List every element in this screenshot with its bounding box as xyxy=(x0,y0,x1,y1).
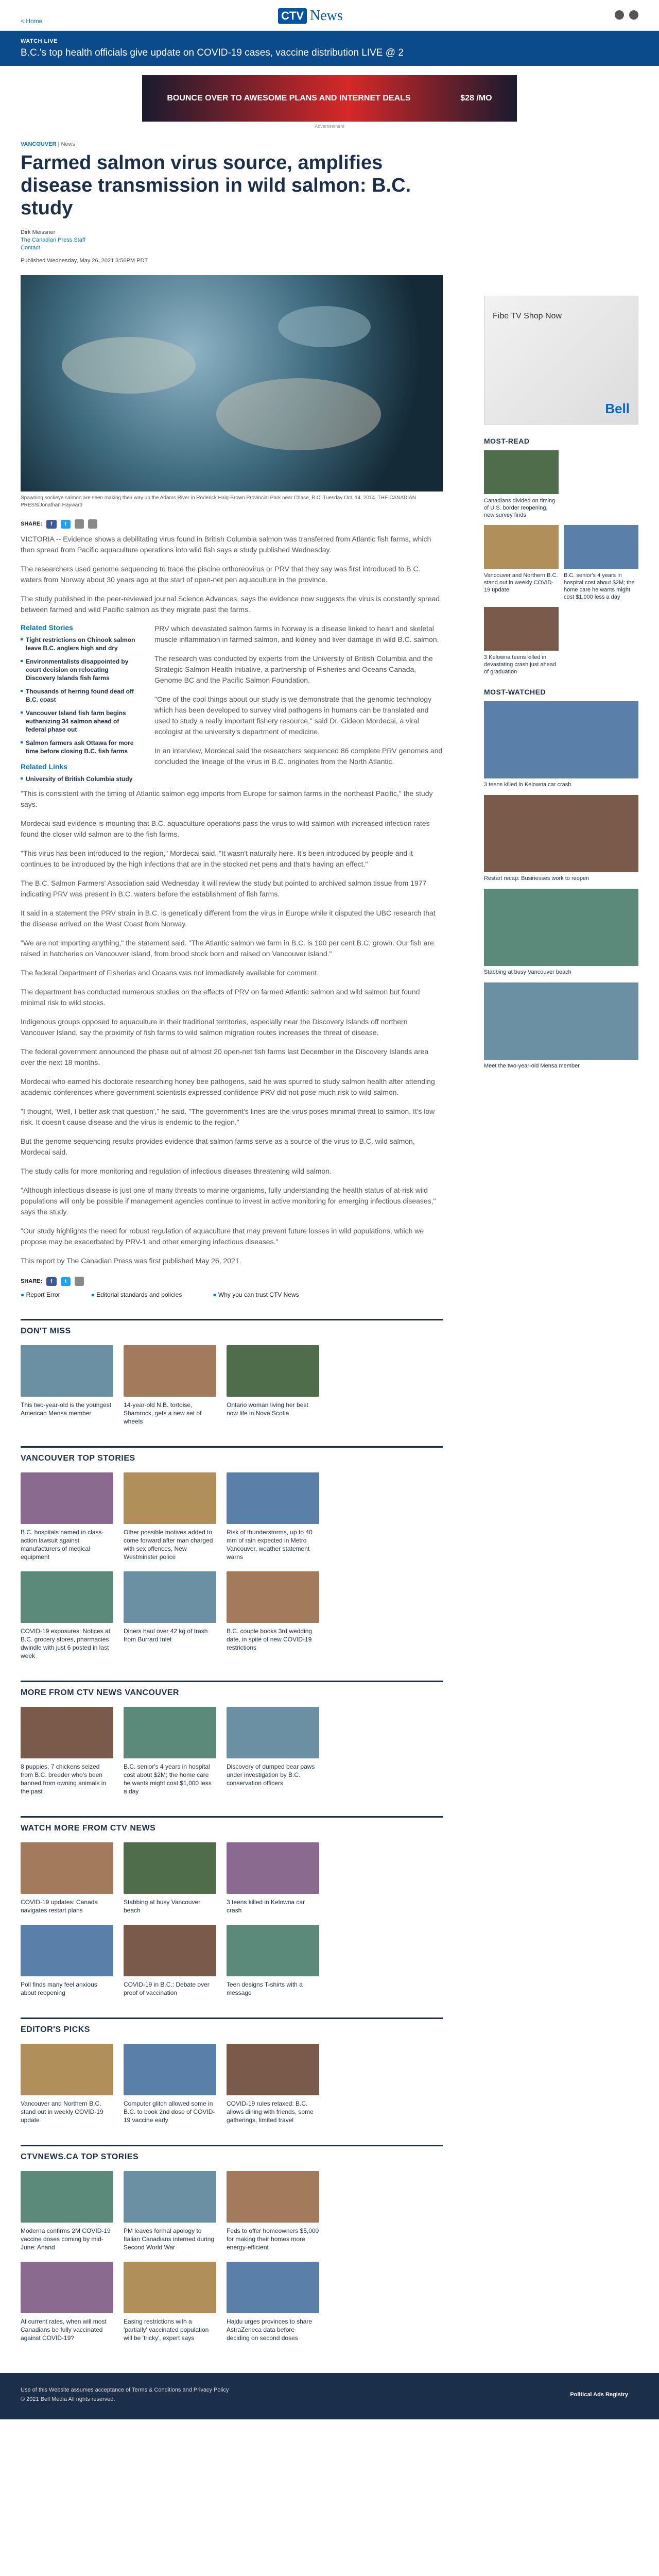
story-card[interactable] xyxy=(227,2044,319,2124)
story-headline[interactable]: This two-year-old is the youngest American Mensa member xyxy=(21,1401,112,1417)
image-caption: Spawning sockeye salmon are seen making their way up the Adams River in Roderick Haig-Brown Provincial Park near Chase, B.C. Tuesday Oct. 14, 2014. THE CANADIAN PRESS/Jonathan Hayward xyxy=(21,495,416,508)
story-headline[interactable]: COVID-19 in B.C.: Debate over proof of vaccination xyxy=(124,1981,210,1996)
story-card[interactable] xyxy=(227,1842,319,1914)
article-paragraph: In an interview, Mordecai said the researchers sequenced 86 complete PRV genomes and concluded the lineage of the virus in B.C. originates from the North Atlantic. xyxy=(154,747,443,766)
footer-copyright: © 2021 Bell Media All rights reserved. xyxy=(21,2396,115,2402)
story-thumbnail[interactable] xyxy=(21,1345,113,1397)
report-link[interactable]: ● Editorial standards and policies xyxy=(91,1291,182,1298)
article-paragraph: "This virus has been introduced to the region," Mordecai said. "It wasn't naturally here. It's been introduced by people and it continues to be introduced by the high infections that are in the stocked net pens and that's having an effect." xyxy=(21,849,413,868)
story-card[interactable] xyxy=(227,2171,319,2251)
crumb-page[interactable]: News xyxy=(61,141,75,147)
story-thumbnail[interactable] xyxy=(124,1707,216,1758)
author: Dirk Meissner xyxy=(21,229,56,235)
story-section xyxy=(21,2018,443,2124)
story-thumbnail[interactable] xyxy=(227,2262,319,2313)
story-grid xyxy=(21,2044,443,2124)
top-ad-price: $28 /MO xyxy=(460,94,492,103)
story-card[interactable] xyxy=(124,1571,216,1660)
most-read-title: MOST-READ xyxy=(484,437,530,445)
story-thumbnail[interactable] xyxy=(227,1842,319,1894)
email-share-icon[interactable] xyxy=(75,1277,84,1286)
section-title: MORE FROM CTV NEWS VANCOUVER xyxy=(21,1681,443,1698)
home-link[interactable]: < Home xyxy=(21,18,43,25)
story-headline[interactable]: 8 puppies, 7 chickens seized from B.C. breeder who's been banned from owning animals in the past xyxy=(21,1763,107,1795)
grid-spacer xyxy=(330,2044,422,2124)
most-read-thumbnail[interactable] xyxy=(484,450,559,494)
story-thumbnail[interactable] xyxy=(21,1842,113,1894)
story-headline[interactable]: Discovery of dumped bear paws under investigation by B.C. conservation officers xyxy=(227,1763,315,1787)
most-read-grid xyxy=(484,450,638,675)
ad-label: Advertisement xyxy=(315,124,344,129)
article-paragraph: The research was conducted by experts from the University of British Columbia and the Strategic Salmon Health Initiative, a partnership of Fisheries and Oceans Canada, Genome BC and the Pacific Salmon Foundation. xyxy=(154,654,433,684)
section-title: CTVNEWS.CA TOP STORIES xyxy=(21,2145,443,2162)
section-title: VANCOUVER TOP STORIES xyxy=(21,1446,443,1463)
section-title: WATCH MORE FROM CTV NEWS xyxy=(21,1816,443,1833)
story-sections xyxy=(21,1319,443,2342)
grid-spacer xyxy=(330,1925,422,1997)
most-watched-title: MOST-WATCHED xyxy=(484,688,546,696)
article-paragraph: Mordecai said evidence is mounting that B.C. aquaculture operations pass the virus to wild salmon with increased infection rates found the closer wild salmon are to the fish farms. xyxy=(21,819,430,838)
article-paragraph: The study calls for more monitoring and regulation of infectious diseases threatening wild salmon. xyxy=(21,1167,332,1175)
story-thumbnail[interactable] xyxy=(227,1472,319,1524)
search-icon[interactable] xyxy=(615,10,624,20)
related-title: Related Stories xyxy=(21,623,73,632)
grid-spacer xyxy=(330,1571,422,1660)
most-watched-headline[interactable]: Restart recap: Businesses work to reopen xyxy=(484,875,589,882)
report-link[interactable]: ● Why you can trust CTV News xyxy=(213,1291,299,1298)
story-thumbnail[interactable] xyxy=(21,2044,113,2095)
crumb-section[interactable]: VANCOUVER xyxy=(21,141,57,147)
story-headline[interactable]: Hajdu urges provinces to share AstraZeneca data before deciding on second doses xyxy=(227,2318,313,2342)
share-bar xyxy=(21,519,443,529)
article-paragraph: "One of the cool things about our study is we demonstrate that the genomic technology which has been developed to survey viral pathogens in humans can be translated and used to study a really important fishery resource," said Dr. Gideon Mordecai, a viral ecologist at the university's department of medicine. xyxy=(154,695,432,736)
top-ad-text: BOUNCE OVER TO AWESOME PLANS AND INTERNET DEALS xyxy=(167,94,411,103)
story-headline[interactable]: Stabbing at busy Vancouver beach xyxy=(124,1899,201,1914)
story-thumbnail[interactable] xyxy=(227,1571,319,1623)
top-ad[interactable] xyxy=(142,75,517,122)
header-icons xyxy=(615,10,638,20)
story-headline[interactable]: COVID-19 rules relaxed: B.C. allows dining with friends, some gatherings, limited travel xyxy=(227,2100,314,2124)
story-grid xyxy=(21,1472,443,1660)
story-headline[interactable]: Ontario woman living her best now life in Nova Scotia xyxy=(227,1401,308,1417)
most-watched-item[interactable] xyxy=(484,889,638,975)
most-watched-list xyxy=(484,701,638,1069)
related-story-link[interactable]: Vancouver Island fish farm begins euthanizing 34 salmon ahead of federal phase out xyxy=(21,709,139,734)
most-watched-headline[interactable]: Stabbing at busy Vancouver beach xyxy=(484,969,571,975)
sidebar-ad-text: Fibe TV Shop Now xyxy=(493,312,562,320)
story-grid xyxy=(21,1345,443,1426)
story-card[interactable] xyxy=(124,1345,216,1426)
share-label: SHARE: xyxy=(21,521,43,527)
story-section xyxy=(21,1681,443,1795)
article-paragraph: "Although infectious disease is just one of many threats to marine organisms, fully understanding the health status of at-risk wild populations will only be possible if management agencies continue to invest in active monitoring for emerging infectious diseases," says the study. xyxy=(21,1186,436,1216)
story-card[interactable] xyxy=(227,1925,319,1997)
story-thumbnail[interactable] xyxy=(21,2262,113,2313)
story-thumbnail[interactable] xyxy=(21,1472,113,1524)
related-story-link[interactable]: Environmentalists disappointed by court decision on relocating Discovery Islands fish farms xyxy=(21,657,139,682)
story-thumbnail[interactable] xyxy=(21,1571,113,1623)
story-thumbnail[interactable] xyxy=(124,1345,216,1397)
story-thumbnail[interactable] xyxy=(227,2044,319,2095)
story-card[interactable] xyxy=(21,1571,113,1660)
story-card[interactable] xyxy=(124,1925,216,1997)
story-section xyxy=(21,2145,443,2342)
story-card[interactable] xyxy=(124,2262,216,2342)
menu-icon[interactable] xyxy=(629,10,638,20)
story-card[interactable] xyxy=(227,1345,319,1426)
story-headline[interactable]: B.C. couple books 3rd wedding date, in spite of new COVID-19 restrictions xyxy=(227,1628,313,1651)
story-headline[interactable]: Feds to offer homeowners $5,000 for making their homes more energy-efficient xyxy=(227,2227,319,2251)
paras-right xyxy=(154,623,443,788)
story-thumbnail[interactable] xyxy=(227,1925,319,1976)
footer-terms[interactable]: Use of this Website assumes acceptance of Terms & Conditions and Privacy Policy xyxy=(21,2387,229,2393)
article-paragraph: PRV which devastated salmon farms in Norway is a disease linked to heart and skeletal muscle inflammation in farmed salmon, and kidney and liver damage in wild B.C. salmon. xyxy=(154,624,439,643)
story-card[interactable] xyxy=(227,1707,319,1795)
article-paragraph: "I thought, 'Well, I better ask that question'," he said. "The government's lines are the virus poses minimal threat to salmon. It's low risk. It doesn't cause disease and the virus is endemic to the region." xyxy=(21,1107,435,1126)
hero-image xyxy=(21,275,443,492)
email-share-icon[interactable] xyxy=(75,519,84,529)
story-headline[interactable]: PM leaves formal apology to Italian Canadians interned during Second World War xyxy=(124,2227,215,2251)
most-read-headline[interactable]: B.C. senior's 4 years in hospital cost about $2M; the home care he wants might cost $1,000 less a day xyxy=(564,572,635,600)
report-link[interactable]: ● Report Error xyxy=(21,1291,60,1298)
story-headline[interactable]: COVID-19 updates: Canada navigates restart plans xyxy=(21,1899,98,1914)
story-grid xyxy=(21,1707,443,1795)
report-links xyxy=(21,1291,443,1298)
story-thumbnail[interactable] xyxy=(124,2171,216,2223)
ctv-news-logo[interactable] xyxy=(278,7,381,25)
story-thumbnail[interactable] xyxy=(124,2262,216,2313)
facebook-share-icon[interactable]: f xyxy=(46,1277,56,1286)
sidebar-ad[interactable] xyxy=(484,296,638,425)
article-paragraph: VICTORIA -- Evidence shows a debilitating virus found in British Columbia salmon was transferred from Atlantic fish farms, which then spread from Pacific aquaculture operations into wild fish says a study published Wednesday. xyxy=(21,535,431,554)
grid-spacer xyxy=(330,2262,422,2342)
print-icon[interactable] xyxy=(88,519,97,529)
article-title: Farmed salmon virus source, amplifies disease transmission in wild salmon: B.C. study xyxy=(21,152,411,219)
most-read-item[interactable] xyxy=(484,525,559,601)
article-paragraph: The department has conducted numerous studies on the effects of PRV on farmed Atlantic salmon and wild salmon but found minimal risk to wild stocks. xyxy=(21,988,420,1007)
story-card[interactable] xyxy=(124,2171,216,2251)
article-paragraph: "Our study highlights the need for robust regulation of aquaculture that may prevent future losses in wild populations, which we propose may be exacerbated by PRV-1 and other emerging infectious diseases." xyxy=(21,1227,424,1246)
story-thumbnail[interactable] xyxy=(227,1345,319,1397)
most-read-thumbnail[interactable] xyxy=(564,525,638,569)
related-box xyxy=(21,623,139,788)
video-thumbnail[interactable] xyxy=(484,795,638,872)
article-paragraph: Indigenous groups opposed to aquaculture in their traditional territories, especially near the Discovery Islands off northern Vancouver Island, say the proximity of fish farms to wild salmon migration routes increases the threat of disease. xyxy=(21,1018,408,1037)
story-section xyxy=(21,1319,443,1426)
story-headline[interactable]: 14-year-old N.B. tortoise, Shamrock, gets a new set of wheels xyxy=(124,1401,202,1425)
sidebar-ad-brand: Bell xyxy=(605,401,630,416)
most-read-thumbnail[interactable] xyxy=(484,525,559,569)
most-watched-headline[interactable]: Meet the two-year-old Mensa member xyxy=(484,1063,580,1069)
facebook-share-icon[interactable]: f xyxy=(46,520,56,529)
grid-spacer xyxy=(330,1842,422,1914)
video-thumbnail[interactable] xyxy=(484,701,638,778)
logo-ctv: CTV xyxy=(278,8,307,24)
most-watched-item[interactable] xyxy=(484,982,638,1069)
related-story-link[interactable]: Salmon farmers ask Ottawa for more time before closing B.C. fish farms xyxy=(21,739,139,755)
article-paragraph: The federal Department of Fisheries and Oceans was not immediately available for comment. xyxy=(21,969,319,977)
related-link[interactable]: University of British Columbia study xyxy=(21,775,139,783)
most-watched-item[interactable] xyxy=(484,795,638,882)
story-headline[interactable]: Diners haul over 42 kg of trash from Burrard Inlet xyxy=(124,1628,208,1643)
article-paragraph: It said in a statement the PRV strain in B.C. is genetically different from the virus in Europe while it disputed the UBC research that the disease arrived on the West Coast from Norway. xyxy=(21,909,436,928)
article-paragraph: The B.C. Salmon Farmers' Association said Wednesday it will review the study but pointed to archived salmon tissue from 1977 indicating PRV was present in B.C. waters before the establishment of fish farms. xyxy=(21,879,427,898)
grid-spacer xyxy=(330,1707,422,1795)
twitter-share-icon[interactable]: t xyxy=(61,1277,71,1286)
links-list xyxy=(21,775,139,783)
story-card[interactable] xyxy=(21,2262,113,2342)
most-watched-headline[interactable]: 3 teens killed in Kelowna car crash xyxy=(484,782,571,788)
grid-spacer xyxy=(330,1472,422,1561)
grid-spacer xyxy=(564,607,638,675)
story-headline[interactable]: Poll finds many feel anxious about reopening xyxy=(21,1981,97,1996)
story-headline[interactable]: At current rates, when will most Canadians be fully vaccinated against COVID-19? xyxy=(21,2318,107,2342)
story-headline[interactable]: COVID-19 exposures: Notices at B.C. grocery stores, pharmacies dwindle with just 6 posted in last week xyxy=(21,1628,111,1659)
story-headline[interactable]: 3 teens killed in Kelowna car crash xyxy=(227,1899,305,1914)
grid-spacer xyxy=(330,1345,422,1426)
breadcrumb: VANCOUVER | News xyxy=(21,141,75,147)
most-watched-item[interactable] xyxy=(484,701,638,788)
story-section xyxy=(21,1446,443,1660)
story-thumbnail[interactable] xyxy=(124,1925,216,1976)
article-body xyxy=(21,534,443,1266)
section-title: DON'T MISS xyxy=(21,1319,443,1336)
watch-live-headline[interactable]: B.C.'s top health officials give update on COVID-19 cases, vaccine distribution LIVE @ 2 xyxy=(21,47,404,58)
twitter-share-icon[interactable]: t xyxy=(61,520,71,529)
story-thumbnail[interactable] xyxy=(124,2044,216,2095)
sidebar xyxy=(484,296,638,1076)
article-paragraph: Mordecai who earned his doctorate researching honey bee pathogens, said he was spurred to study salmon health after attending academic conferences where government scientists expressed confidence PRV did not pose much risk to wild salmon. xyxy=(21,1077,435,1096)
agency-link[interactable]: The Canadian Press Staff xyxy=(21,237,85,243)
story-headline[interactable]: B.C. hospitals named in class-action lawsuit against manufacturers of medical equipment xyxy=(21,1529,104,1561)
story-thumbnail[interactable] xyxy=(21,2171,113,2223)
section-title: EDITOR'S PICKS xyxy=(21,2018,443,2035)
article-paragraph: "We are not importing anything," the statement said. "The Atlantic salmon we farm in B.C. is 100 per cent B.C. grown. Our fish are raised in hatcheries on Vancouver Island, from brood stock born and raised on Vancouver Island." xyxy=(21,939,434,958)
most-read-headline[interactable]: Canadians divided on timing of U.S. border reopening, new survey finds xyxy=(484,498,556,518)
contact-link[interactable]: Contact xyxy=(21,245,40,251)
watch-live-label: WATCH LIVE xyxy=(21,38,58,44)
story-grid xyxy=(21,2171,443,2342)
article-paragraph: This report by The Canadian Press was first published May 26, 2021. xyxy=(21,1257,241,1265)
story-card[interactable] xyxy=(227,1571,319,1660)
political-ads-link[interactable]: Political Ads Registry xyxy=(570,2392,628,2398)
most-read-item[interactable] xyxy=(484,607,559,675)
story-card[interactable] xyxy=(124,2044,216,2124)
most-read-item[interactable] xyxy=(484,450,559,519)
story-headline[interactable]: Computer glitch allowed some in B.C. to book 2nd dose of COVID-19 vaccine early xyxy=(124,2100,215,2124)
story-headline[interactable]: Easing restrictions with a 'partially' vaccinated population will be 'tricky', expert says xyxy=(124,2318,209,2342)
article-paragraph: "This is consistent with the timing of Atlantic salmon egg imports from Europe for salmon farms in the northeast Pacific," the study says. xyxy=(21,789,433,808)
story-headline[interactable]: Vancouver and Northern B.C. stand out in weekly COVID-19 update xyxy=(21,2100,103,2124)
logo-news: News xyxy=(310,8,343,24)
article-paragraph: The federal government announced the phase out of almost 20 open-net fish farms last December in the Discovery Islands area over the next 18 months. xyxy=(21,1047,429,1066)
most-read-headline[interactable]: 3 Kelowna teens killed in devastating crash just ahead of graduation xyxy=(484,654,557,675)
byline xyxy=(21,229,443,265)
story-grid xyxy=(21,1842,443,1997)
story-thumbnail[interactable] xyxy=(21,1707,113,1758)
story-card[interactable] xyxy=(21,1925,113,1997)
grid-spacer xyxy=(330,2171,422,2251)
story-card[interactable] xyxy=(21,1707,113,1795)
paras-bottom xyxy=(21,788,443,1266)
links-title: Related Links xyxy=(21,762,68,771)
page-wrap xyxy=(21,141,638,2342)
article-paragraph: The study published in the peer-reviewed journal Science Advances, says the evidence now suggests the virus is constantly spread between farmed and wild Pacific salmon as they migrate past the farms. xyxy=(21,595,440,614)
story-thumbnail[interactable] xyxy=(124,1842,216,1894)
story-headline[interactable]: Teen designs T-shirts with a message xyxy=(227,1981,303,1996)
article-columns xyxy=(21,623,443,788)
story-card[interactable] xyxy=(124,1707,216,1795)
story-headline[interactable]: Risk of thunderstorms, up to 40 mm of rain expected in Metro Vancouver, weather statement warns xyxy=(227,1529,313,1561)
grid-spacer xyxy=(564,450,638,519)
most-read-item[interactable] xyxy=(564,525,638,601)
paras-top xyxy=(21,534,443,615)
story-thumbnail[interactable] xyxy=(124,1472,216,1524)
story-thumbnail[interactable] xyxy=(227,2171,319,2223)
story-card[interactable] xyxy=(21,1472,113,1561)
story-thumbnail[interactable] xyxy=(21,1925,113,1976)
story-thumbnail[interactable] xyxy=(227,1707,319,1758)
related-list xyxy=(21,636,139,755)
story-headline[interactable]: Moderna confirms 2M COVID-19 vaccine doses coming by mid-June: Anand xyxy=(21,2227,111,2251)
story-card[interactable] xyxy=(21,1842,113,1914)
published-date: Published Wednesday, May 26, 2021 3:56PM PDT xyxy=(21,258,148,264)
related-story-link[interactable]: Thousands of herring found dead off B.C. coast xyxy=(21,687,139,704)
story-headline[interactable]: Other possible motives added to come forward after man charged with sex offences, New Westminster police xyxy=(124,1529,213,1561)
most-read-thumbnail[interactable] xyxy=(484,607,559,651)
story-card[interactable] xyxy=(21,1345,113,1426)
story-card[interactable] xyxy=(124,1842,216,1914)
story-card[interactable] xyxy=(21,2044,113,2124)
story-card[interactable] xyxy=(124,1472,216,1561)
article-main xyxy=(21,141,443,2342)
story-section xyxy=(21,1816,443,1997)
related-story-link[interactable]: Tight restrictions on Chinook salmon leave B.C. anglers high and dry xyxy=(21,636,139,652)
most-read-headline[interactable]: Vancouver and Northern B.C. stand out in weekly COVID-19 update xyxy=(484,572,558,593)
video-thumbnail[interactable] xyxy=(484,982,638,1060)
watch-live-banner[interactable] xyxy=(0,31,659,66)
story-card[interactable] xyxy=(21,2171,113,2251)
article-paragraph: But the genome sequencing results provides evidence that salmon farms serve as a source of the virus to B.C. wild salmon, Mordecai said. xyxy=(21,1137,415,1156)
top-bar xyxy=(0,0,659,31)
story-card[interactable] xyxy=(227,2262,319,2342)
share-bar-bottom xyxy=(21,1277,443,1286)
footer xyxy=(0,2373,659,2419)
story-thumbnail[interactable] xyxy=(124,1571,216,1623)
video-thumbnail[interactable] xyxy=(484,889,638,966)
story-headline[interactable]: B.C. senior's 4 years in hospital cost about $2M; the home care he wants might cost $1,000 less a day xyxy=(124,1763,212,1795)
share-label-bottom: SHARE: xyxy=(21,1278,43,1284)
story-card[interactable] xyxy=(227,1472,319,1561)
article-paragraph: The researchers used genome sequencing to trace the piscine orthoreovirus or PRV that they say was first introduced to B.C. waters from Norway about 30 years ago at the start of open-net pen aquaculture in the province. xyxy=(21,565,421,584)
